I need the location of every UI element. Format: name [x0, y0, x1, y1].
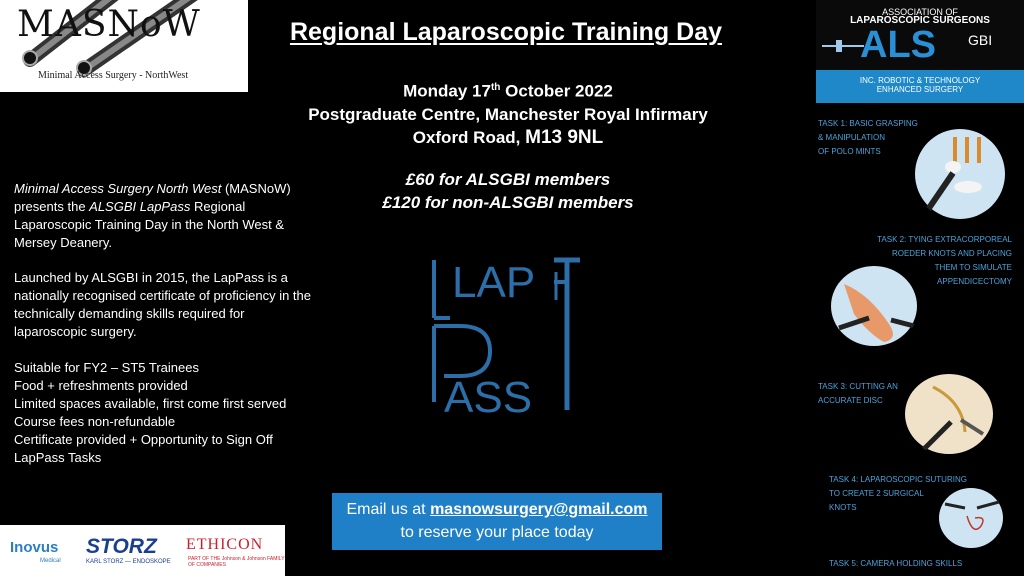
masnow-logo [0, 0, 248, 92]
task-4-image [937, 486, 1005, 550]
list-item: Food + refreshments provided [14, 378, 188, 393]
lappass-text-ass: ASS [444, 373, 533, 422]
inovus-logo-sub: Medical [40, 558, 61, 564]
task-3-image [903, 372, 995, 456]
als-letters: ALS [860, 24, 936, 66]
list-item: Suitable for FY2 – ST5 Trainees [14, 360, 199, 375]
event-venue: Postgraduate Centre, Manchester Royal Infirmary [308, 104, 708, 124]
task-5-label: TASK 5: CAMERA HOLDING SKILLS [829, 559, 963, 568]
storz-logo: STORZ [86, 535, 157, 558]
task-1-image [913, 127, 1007, 221]
lappass-logo [420, 252, 590, 422]
email-line: Email us at masnowsurgery@gmail.com [346, 501, 648, 518]
als-inc: INC. ROBOTIC & TECHNOLOGY ENHANCED SURGERY [859, 76, 981, 94]
inovus-logo: Inovus [10, 539, 59, 556]
lappass-description: Launched by ALSGBI in 2015, the LapPass is a nationally recognised certificate of proficiency in the technically demanding skills required for laparoscopic surgery. [14, 270, 311, 339]
task-4-label: TASK 4: LAPAROSCOPIC SUTURING TO CREATE 2 SURGICAL KNOTS [829, 475, 967, 512]
email-cta [332, 493, 662, 550]
list-item: Course fees non-refundable [14, 414, 176, 429]
price-members: £60 for ALSGBI members [405, 170, 611, 189]
als-gbi: GBI [968, 32, 993, 48]
task-3-label: TASK 3: CUTTING AN ACCURATE DISC [818, 382, 898, 405]
masnow-wordmark: MASNoW [17, 4, 201, 45]
course-info-list [14, 359, 314, 467]
sponsor-logos [0, 525, 285, 576]
list-item: Certificate provided + Opportunity to Sign Off LapPass Tasks [14, 432, 273, 465]
event-date: Monday 17th October 2022 [403, 81, 613, 101]
event-details [250, 76, 766, 149]
ethicon-logo-sub: PART OF THE Johnson & Johnson FAMILY OF COMPANIES [188, 556, 285, 568]
task-1-label: TASK 1: BASIC GRASPING & MANIPULATION OF POLO MINTS [818, 119, 918, 156]
storz-logo-sub: KARL STORZ — ENDOSKOPE [86, 559, 171, 565]
intro-paragraph: Minimal Access Surgery North West (MASNoW) presents the ALSGBI LapPass Regional Laparoscopic Training Day in the North West & Mersey Deanery. [14, 181, 291, 250]
email-cta-suffix: to reserve your place today [400, 524, 594, 541]
lappass-text-lap: LAP [452, 258, 536, 307]
als-assoc-line1: ASSOCIATION OF [882, 7, 958, 17]
als-assoc-line2: LAPAROSCOPIC SURGEONS [850, 15, 990, 26]
price-non-members: £120 for non-ALSGBI members [382, 193, 634, 212]
alsgbi-logo [816, 0, 1024, 103]
email-link[interactable]: masnowsurgery@gmail.com [430, 501, 648, 518]
task-2-label: TASK 2: TYING EXTRACORPOREAL ROEDER KNOTS AND PLACING THEM TO SIMULATE APPENDICECTOMY [877, 235, 1012, 286]
prices [250, 168, 766, 214]
masnow-tagline: Minimal Access Surgery - NorthWest [38, 70, 189, 81]
page-title: Regional Laparoscopic Training Day [289, 18, 723, 46]
event-address: Oxford Road, M13 9NL [412, 126, 604, 148]
task-2-image [829, 264, 919, 348]
ethicon-logo: ETHICON [186, 536, 264, 553]
list-item: Limited spaces available, first come first served [14, 396, 287, 411]
